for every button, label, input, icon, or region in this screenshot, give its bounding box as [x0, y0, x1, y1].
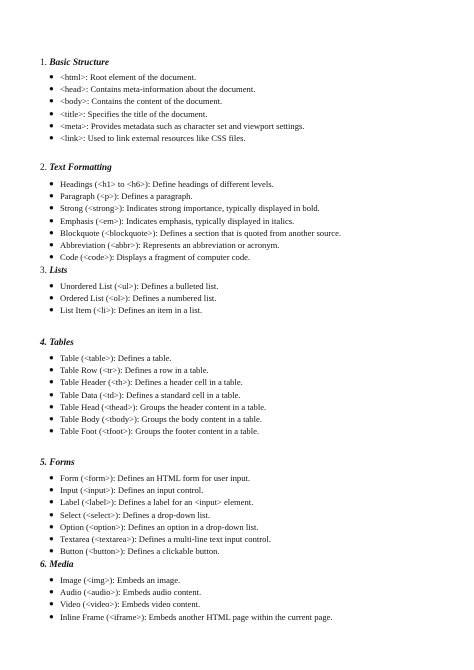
bullet-icon: ●: [49, 252, 54, 262]
item-list: [49, 71, 305, 144]
bullet-icon: ●: [49, 509, 54, 519]
list-item: [49, 611, 333, 623]
list-item: [49, 215, 341, 227]
section-heading: [40, 265, 67, 277]
section-title: Text Formatting: [49, 163, 112, 173]
bullet-icon: ●: [49, 281, 54, 290]
list-item-text: Label (<label>): Defines a label for an <input> element.: [60, 497, 254, 508]
list-item-text: Textarea (<textarea>): Defines a multi-line text input control.: [60, 534, 271, 545]
list-item: [49, 239, 341, 251]
list-item: [49, 533, 271, 545]
bullet-icon: ●: [49, 353, 54, 362]
list-item: [49, 304, 218, 316]
list-item: [49, 509, 271, 521]
list-item-text: List Item (<li>): Defines an item in a list.: [60, 305, 203, 316]
bullet-icon: ●: [49, 108, 54, 118]
list-item: [49, 83, 305, 95]
section-title: Basic Structure: [49, 58, 109, 68]
list-item-text: Table (<table>): Defines a table.: [60, 353, 172, 363]
list-item-text: Video (<video>): Embeds video content.: [60, 599, 201, 610]
bullet-icon: ●: [49, 72, 54, 81]
list-item: [49, 484, 271, 496]
list-item: [49, 280, 218, 292]
bullet-icon: ●: [49, 587, 54, 597]
list-item-text: <title>: Specifies the title of the document.: [60, 108, 208, 119]
list-item-text: <meta>: Provides metadata such as character set and viewport settings.: [60, 120, 305, 131]
list-item-text: Button (<button>): Defines a clickable button.: [60, 546, 220, 557]
bullet-icon: ●: [49, 389, 54, 399]
bullet-icon: ●: [49, 473, 54, 482]
list-item-text: Select (<select>): Defines a drop-down list.: [60, 509, 211, 520]
section-number: 4.: [40, 338, 47, 348]
bullet-icon: ●: [49, 227, 54, 237]
bullet-icon: ●: [49, 521, 54, 531]
list-item-text: Unordered List (<ul>): Defines a bulleted list.: [60, 281, 219, 291]
section-number: 6.: [40, 560, 47, 570]
list-item: [49, 598, 333, 610]
bullet-icon: ●: [49, 240, 54, 250]
list-item-text: Table Header (<th>): Defines a header cell in a table.: [60, 377, 243, 388]
list-item-text: Form (<form>): Defines an HTML form for user input.: [60, 473, 251, 483]
bullet-icon: ●: [49, 426, 54, 436]
item-list: [49, 352, 266, 437]
list-item: [49, 120, 305, 132]
list-item: [49, 132, 305, 144]
list-item: [49, 472, 271, 484]
list-item: [49, 95, 305, 107]
list-item: [49, 413, 266, 425]
item-list: [49, 574, 333, 623]
item-list: [49, 472, 271, 557]
list-item-text: Ordered List (<ol>): Defines a numbered list.: [60, 293, 217, 304]
bullet-icon: ●: [49, 611, 54, 621]
list-item-text: Headings (<h1> to <h6>): Define headings of different levels.: [60, 179, 274, 189]
section-number: 1.: [40, 58, 47, 68]
list-item-text: <html>: Root element of the document.: [60, 72, 197, 82]
list-item: [49, 190, 341, 202]
list-item: [49, 574, 333, 586]
list-item: [49, 71, 305, 83]
list-item: [49, 389, 266, 401]
bullet-icon: ●: [49, 414, 54, 424]
list-item: [49, 545, 271, 557]
list-item-text: Audio (<audio>): Embeds audio content.: [60, 587, 202, 598]
list-item-text: <head>: Contains meta-information about the document.: [60, 84, 256, 95]
list-item-text: Table Row (<tr>): Defines a row in a table.: [60, 365, 209, 376]
list-item: [49, 108, 305, 120]
section-heading: [40, 337, 74, 349]
list-item: [49, 376, 266, 388]
list-item: [49, 364, 266, 376]
bullet-icon: ●: [49, 599, 54, 609]
section-heading: [40, 559, 74, 571]
list-item-text: Blockquote (<blockquote>): Defines a section that is quoted from another source.: [60, 227, 342, 238]
list-item: [49, 586, 333, 598]
bullet-icon: ●: [49, 293, 54, 303]
list-item-text: Input (<input>): Defines an input control.: [60, 485, 204, 496]
list-item: [49, 496, 271, 508]
list-item-text: Table Foot (<tfoot>): Groups the footer content in a table.: [60, 426, 260, 437]
list-item-text: Abbreviation (<abbr>): Represents an abbreviation or acronym.: [60, 240, 280, 251]
bullet-icon: ●: [49, 377, 54, 387]
list-item: [49, 292, 218, 304]
section-title: Media: [49, 560, 74, 570]
bullet-icon: ●: [49, 365, 54, 375]
list-item-text: Option (<option>): Defines an option in a drop-down list.: [60, 521, 259, 532]
list-item-text: Image (<img>): Embeds an image.: [60, 575, 181, 585]
bullet-icon: ●: [49, 215, 54, 225]
bullet-icon: ●: [49, 120, 54, 130]
bullet-icon: ●: [49, 203, 54, 213]
section-number: 2.: [40, 163, 47, 173]
section-title: Tables: [49, 338, 74, 348]
bullet-icon: ●: [49, 84, 54, 94]
list-item-text: Emphasis (<em>): Indicates emphasis, typically displayed in italics.: [60, 215, 295, 226]
list-item: [49, 202, 341, 214]
bullet-icon: ●: [49, 401, 54, 411]
list-item: [49, 352, 266, 364]
section-title: Lists: [49, 266, 68, 276]
section-title: Forms: [49, 458, 75, 468]
section-heading: [40, 57, 109, 69]
list-item: [49, 425, 266, 437]
section-heading: [40, 457, 75, 469]
item-list: [49, 178, 341, 263]
list-item-text: Table Body (<tbody>): Groups the body content in a table.: [60, 414, 262, 425]
list-item-text: Paragraph (<p>): Defines a paragraph.: [60, 191, 193, 202]
bullet-icon: ●: [49, 305, 54, 315]
bullet-icon: ●: [49, 96, 54, 106]
list-item-text: Table Data (<td>): Defines a standard cell in a table.: [60, 389, 241, 400]
list-item-text: <link>: Used to link external resources like CSS files.: [60, 133, 246, 144]
list-item: [49, 227, 341, 239]
list-item: [49, 401, 266, 413]
bullet-icon: ●: [49, 191, 54, 201]
list-item-text: <body>: Contains the content of the document.: [60, 96, 223, 107]
list-item: [49, 178, 341, 190]
bullet-icon: ●: [49, 534, 54, 544]
bullet-icon: ●: [49, 179, 54, 188]
section-number: 3.: [40, 266, 47, 276]
list-item-text: Code (<code>): Displays a fragment of computer code.: [60, 252, 251, 263]
list-item: [49, 521, 271, 533]
list-item-text: Table Head (<thead>): Groups the header content in a table.: [60, 401, 267, 412]
item-list: [49, 280, 218, 317]
list-item-text: Inline Frame (<iframe>): Embeds another HTML page within the current page.: [60, 611, 333, 622]
bullet-icon: ●: [49, 497, 54, 507]
bullet-icon: ●: [49, 546, 54, 556]
section-heading: [40, 162, 112, 174]
bullet-icon: ●: [49, 485, 54, 495]
bullet-icon: ●: [49, 133, 54, 143]
list-item-text: Strong (<strong>): Indicates strong importance, typically displayed in bold.: [60, 203, 320, 214]
section-number: 5.: [40, 458, 47, 468]
list-item: [49, 251, 341, 263]
bullet-icon: ●: [49, 575, 54, 584]
